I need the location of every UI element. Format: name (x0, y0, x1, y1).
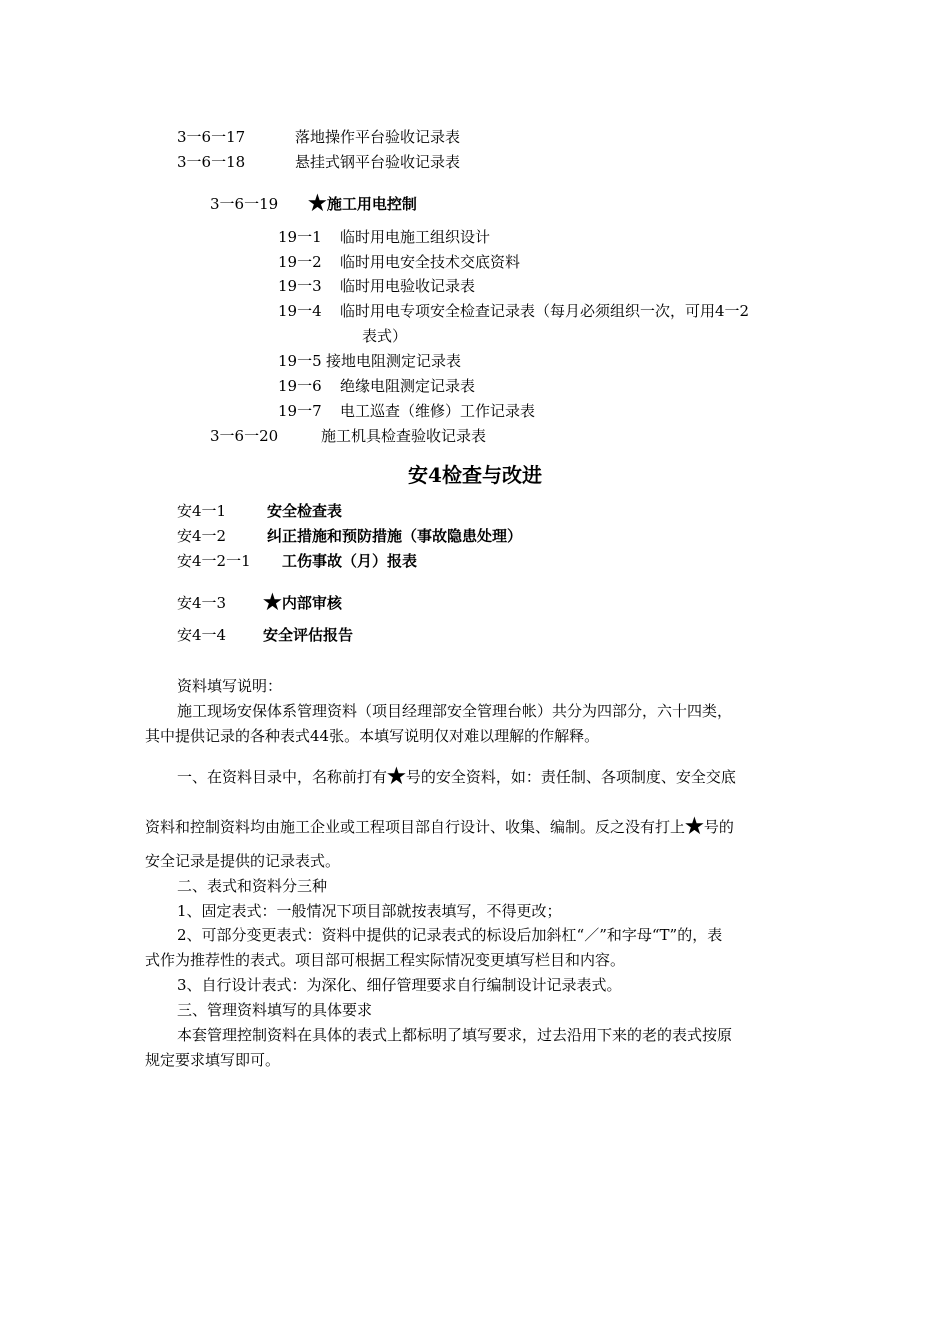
notes-paragraph: 安全记录是提供的记录表式。 (145, 852, 341, 870)
section-heading: 安4检查与改进 (408, 463, 542, 487)
sub-title: 绝缘电阻测定记录表 (340, 377, 476, 395)
notes-paragraph: 规定要求填写即可。 (145, 1051, 281, 1069)
notes-subheading: 三、管理资料填写的具体要求 (177, 1001, 373, 1019)
sub-item (278, 227, 490, 247)
notes-text: 资料和控制资料均由施工企业或工程项目部自行设计、收集、编制。反之没有打上 (145, 818, 686, 836)
sub-item (278, 301, 749, 321)
sub-code: 19一4 (278, 302, 322, 320)
notes-text: 号的 (703, 818, 734, 836)
notes-item: 式作为推荐性的表式。项目部可根据工程实际情况变更填写栏目和内容。 (145, 951, 626, 969)
sub-item (278, 351, 461, 371)
toc-item (210, 426, 486, 446)
notes-paragraph (177, 765, 736, 787)
section-title: 内部审核 (281, 594, 342, 612)
section-title: 纠正措施和预防措施（事故隐患处理） (267, 527, 523, 545)
notes-item: 3、自行设计表式：为深化、细仔管理要求自行编制设计记录表式。 (177, 976, 622, 994)
toc-title: 悬挂式钢平台验收记录表 (295, 153, 461, 171)
section-title: 安全评估报告 (263, 626, 354, 644)
toc-title: 施工机具检查验收记录表 (321, 427, 487, 445)
section-code: 安4一2一1 (177, 552, 251, 570)
sub-code: 19一1 (278, 228, 322, 246)
section-code: 安4一1 (177, 502, 227, 520)
star-icon: ★ (308, 190, 327, 215)
sub-item (278, 276, 475, 296)
notes-paragraph: 施工现场安保体系管理资料（项目经理部安全管理台帐）共分为四部分，六十四类， (177, 702, 733, 720)
sub-item (278, 376, 475, 396)
toc-code: 3一6一19 (210, 195, 279, 213)
sub-item (278, 252, 520, 272)
sub-code: 19一6 (278, 377, 322, 395)
section-item (177, 526, 522, 546)
section-title: 工伤事故（月）报表 (282, 552, 418, 570)
toc-code: 3一6一18 (177, 153, 246, 171)
sub-code: 19一5 (278, 352, 322, 370)
section-title: 安全检查表 (267, 502, 343, 520)
star-icon: ★ (387, 763, 406, 788)
section-item (177, 591, 342, 613)
toc-title: 落地操作平台验收记录表 (295, 128, 461, 146)
toc-item-electric (210, 192, 417, 214)
sub-title: 临时用电施工组织设计 (340, 228, 491, 246)
toc-code: 3一6一17 (177, 128, 246, 146)
notes-paragraph: 其中提供记录的各种表式44张。本填写说明仅对难以理解的作解释。 (145, 727, 600, 745)
sub-code: 19一3 (278, 277, 322, 295)
sub-title: 临时用电安全技术交底资料 (340, 253, 521, 271)
sub-code: 19一2 (278, 253, 322, 271)
toc-item (177, 152, 460, 172)
section-code: 安4一3 (177, 594, 227, 612)
star-icon: ★ (685, 813, 704, 838)
notes-title: 资料填写说明： (177, 677, 283, 695)
section-code: 安4一4 (177, 626, 227, 644)
toc-item (177, 127, 460, 147)
notes-item: 1、固定表式：一般情况下项目部就按表填写，不得更改； (177, 902, 562, 920)
star-icon: ★ (263, 589, 282, 614)
notes-subheading: 二、表式和资料分三种 (177, 877, 328, 895)
notes-item: 2、可部分变更表式：资料中提供的记录表式的标设后加斜杠“／”和字母“T”的，表 (177, 926, 723, 944)
notes-text: 一、在资料目录中，名称前打有 (177, 768, 388, 786)
sub-title: 电工巡查（维修）工作记录表 (340, 402, 536, 420)
sub-title: 接地电阻测定记录表 (326, 352, 462, 370)
toc-code: 3一6一20 (210, 427, 279, 445)
sub-title: 临时用电专项安全检查记录表（每月必须组织一次，可用4一2 (340, 302, 750, 320)
notes-paragraph: 本套管理控制资料在具体的表式上都标明了填写要求，过去沿用下来的老的表式按原 (177, 1026, 733, 1044)
sub-title: 临时用电验收记录表 (340, 277, 476, 295)
section-item (177, 625, 353, 645)
sub-item (278, 401, 535, 421)
section-item (177, 501, 342, 521)
section-code: 安4一2 (177, 527, 227, 545)
notes-paragraph (145, 815, 734, 837)
section-item (177, 551, 417, 571)
notes-text: 号的安全资料，如：责任制、各项制度、安全交底 (405, 768, 736, 786)
toc-title: 施工用电控制 (326, 195, 417, 213)
sub-title-continued: 表式） (362, 327, 408, 345)
sub-code: 19一7 (278, 402, 322, 420)
